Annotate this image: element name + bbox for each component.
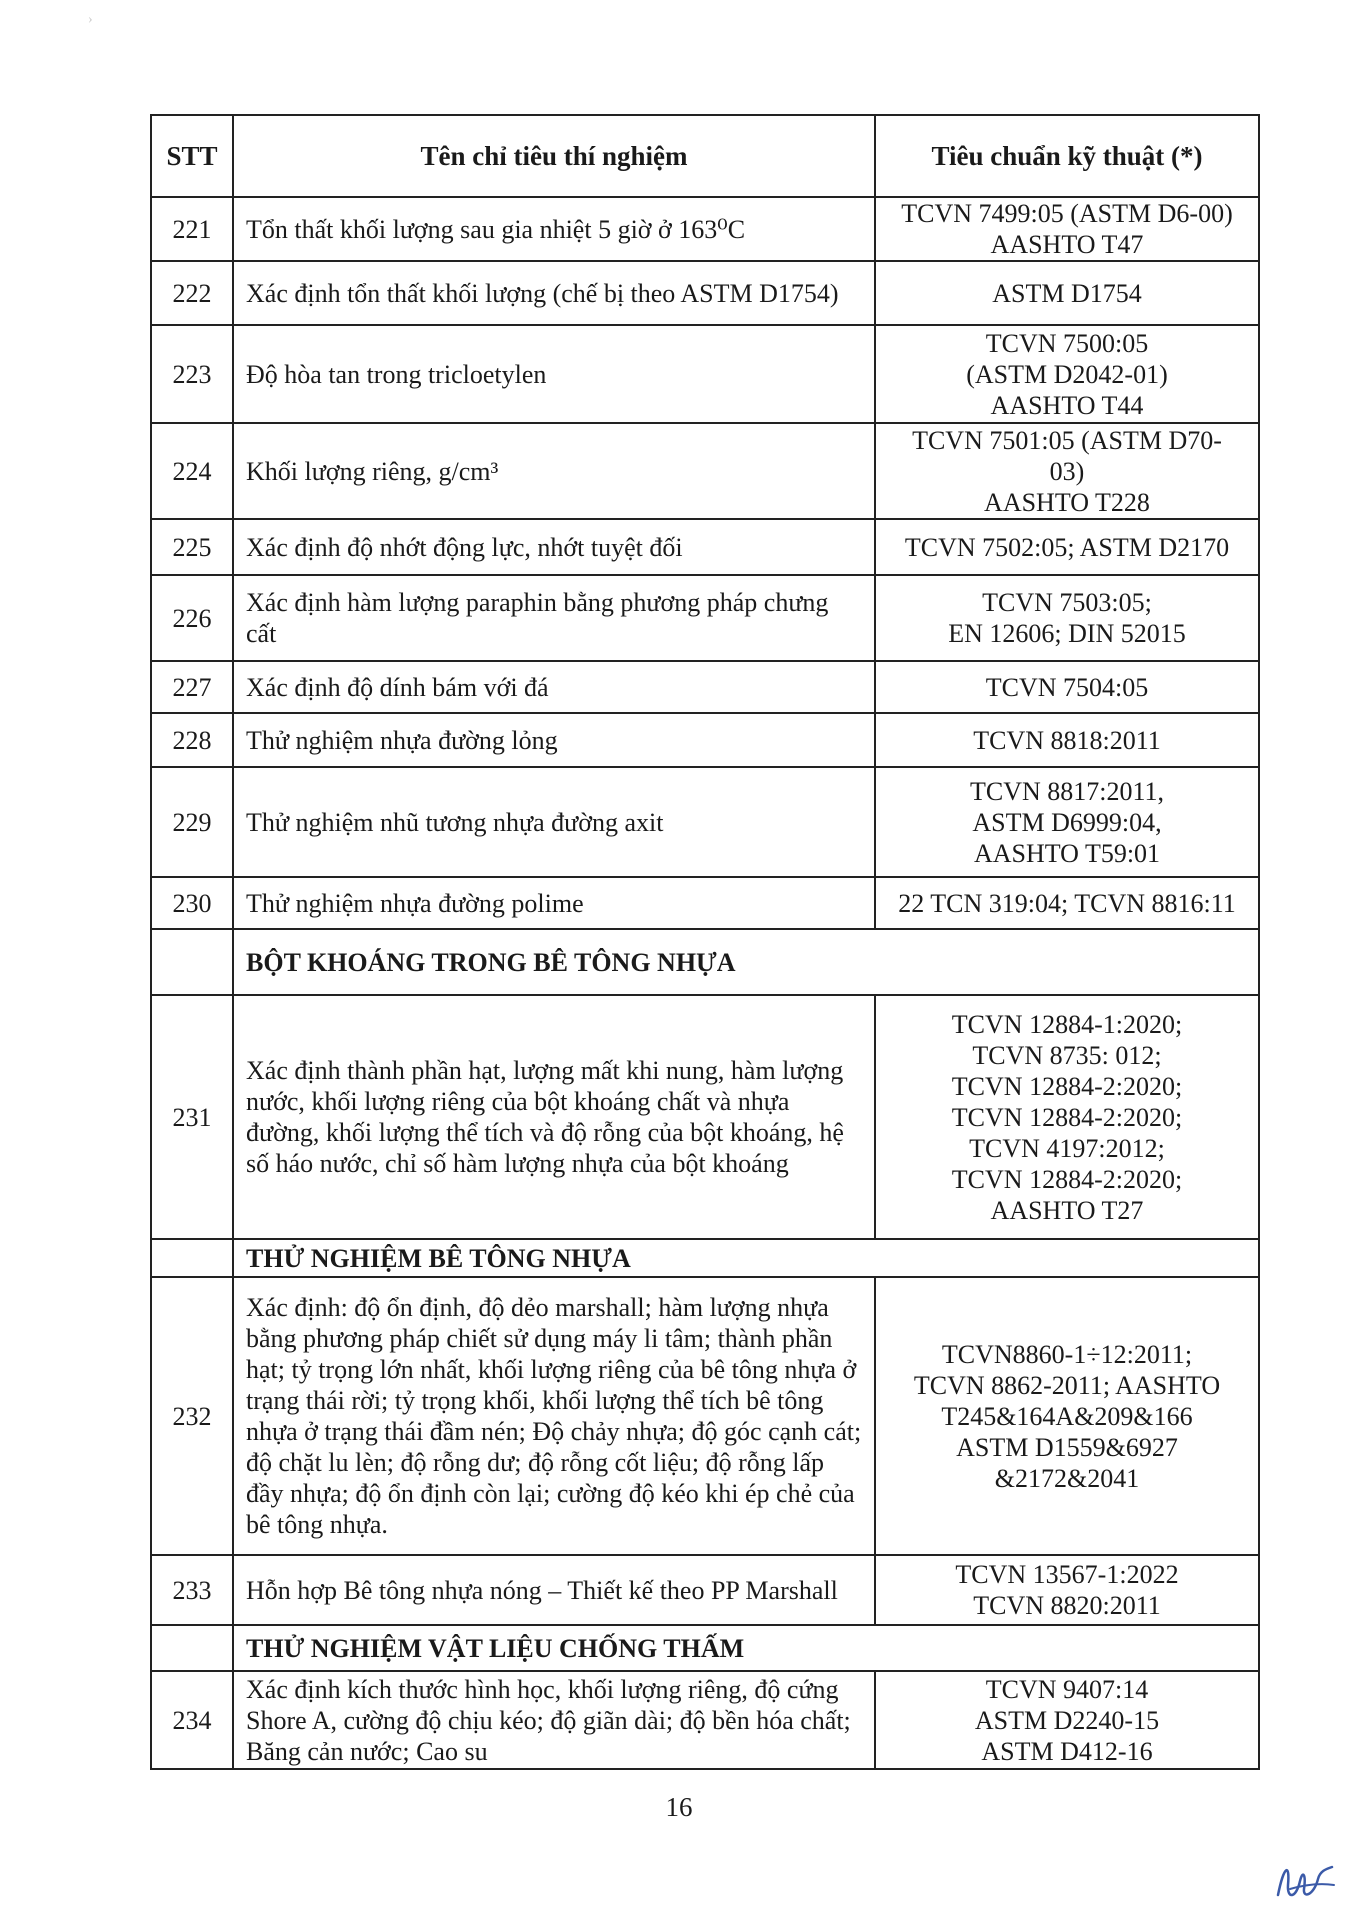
row-name: Thử nghiệm nhựa đường polime [233, 877, 875, 929]
row-name: Thử nghiệm nhựa đường lỏng [233, 713, 875, 767]
row-std: TCVN 8818:2011 [875, 713, 1259, 767]
row-std: ASTM D1754 [875, 261, 1259, 325]
table-row [151, 325, 1259, 423]
row-stt: 222 [151, 261, 233, 325]
scan-mark: › [88, 12, 93, 27]
section-row [151, 1625, 1259, 1671]
row-std: TCVN 7502:05; ASTM D2170 [875, 519, 1259, 575]
signature-mark [1270, 1855, 1340, 1911]
section-row [151, 1239, 1259, 1277]
row-stt: 234 [151, 1671, 233, 1769]
row-std: TCVN8860-1÷12:2011; TCVN 8862-2011; AASHTO T245&164A&209&166 ASTM D1559&6927 &2172&2041 [875, 1277, 1259, 1555]
row-name: Thử nghiệm nhũ tương nhựa đường axit [233, 767, 875, 877]
row-stt: 226 [151, 575, 233, 661]
section-row [151, 929, 1259, 995]
header-std: Tiêu chuẩn kỹ thuật (*) [875, 115, 1259, 197]
row-std: TCVN 8817:2011, ASTM D6999:04, AASHTO T59:01 [875, 767, 1259, 877]
row-stt: 224 [151, 423, 233, 519]
row-name: Xác định hàm lượng paraphin bằng phương pháp chưng cất [233, 575, 875, 661]
row-stt: 227 [151, 661, 233, 713]
row-std: TCVN 7501:05 (ASTM D70- 03) AASHTO T228 [875, 423, 1259, 519]
row-stt: 232 [151, 1277, 233, 1555]
header-stt: STT [151, 115, 233, 197]
table-row [151, 519, 1259, 575]
table-header-row [151, 115, 1259, 197]
page-number: 16 [665, 1792, 693, 1822]
table-row [151, 661, 1259, 713]
row-std: TCVN 9407:14 ASTM D2240-15 ASTM D412-16 [875, 1671, 1259, 1769]
row-stt: 229 [151, 767, 233, 877]
row-name: Xác định độ nhớt động lực, nhớt tuyệt đối [233, 519, 875, 575]
row-name: Xác định thành phần hạt, lượng mất khi nung, hàm lượng nước, khối lượng riêng của bột khoáng chất và nhựa đường, khối lượng thể tích và độ rỗng của bột khoáng, hệ số háo nước, chỉ số hàm lượng nhựa của bột khoáng [233, 995, 875, 1239]
section-heading: THỬ NGHIỆM VẬT LIỆU CHỐNG THẤM [233, 1625, 1259, 1671]
table-row [151, 767, 1259, 877]
row-stt: 233 [151, 1555, 233, 1625]
table-row [151, 197, 1259, 261]
row-std: TCVN 13567-1:2022 TCVN 8820:2011 [875, 1555, 1259, 1625]
row-name: Xác định độ dính bám với đá [233, 661, 875, 713]
table-row [151, 261, 1259, 325]
row-std: TCVN 7500:05 (ASTM D2042-01) AASHTO T44 [875, 325, 1259, 423]
section-heading: THỬ NGHIỆM BÊ TÔNG NHỰA [233, 1239, 1259, 1277]
row-name: Tổn thất khối lượng sau gia nhiệt 5 giờ ở 163⁰C [233, 197, 875, 261]
row-stt: 225 [151, 519, 233, 575]
table-row [151, 1671, 1259, 1769]
row-name: Hỗn hợp Bê tông nhựa nóng – Thiết kế theo PP Marshall [233, 1555, 875, 1625]
row-std: TCVN 7499:05 (ASTM D6-00) AASHTO T47 [875, 197, 1259, 261]
row-stt: 223 [151, 325, 233, 423]
table-row [151, 423, 1259, 519]
row-stt: 230 [151, 877, 233, 929]
table-row [151, 575, 1259, 661]
table-row [151, 995, 1259, 1239]
row-stt: 228 [151, 713, 233, 767]
row-stt: 221 [151, 197, 233, 261]
table-row [151, 1555, 1259, 1625]
row-std: TCVN 7503:05; EN 12606; DIN 52015 [875, 575, 1259, 661]
row-name: Xác định kích thước hình học, khối lượng riêng, độ cứng Shore A, cường độ chịu kéo; độ giãn dài; độ bền hóa chất; Băng cản nước; Cao su [233, 1671, 875, 1769]
row-name: Xác định tổn thất khối lượng (chế bị theo ASTM D1754) [233, 261, 875, 325]
row-std: TCVN 7504:05 [875, 661, 1259, 713]
section-heading: BỘT KHOÁNG TRONG BÊ TÔNG NHỰA [233, 929, 1259, 995]
row-name: Xác định: độ ổn định, độ dẻo marshall; hàm lượng nhựa bằng phương pháp chiết sử dụng máy li tâm; thành phần hạt; tỷ trọng lớn nhất, khối lượng riêng của bê tông nhựa ở trạng thái rời; tỷ trọng khối, khối lượng thể tích bê tông nhựa ở trạng thái đầm nén; Độ chảy nhựa; độ góc cạnh cát; độ chặt lu lèn; độ rỗng dư; độ rỗng cốt liệu; độ rỗng lấp đầy nhựa; độ ổn định còn lại; cường độ kéo khi ép chẻ của bê tông nhựa. [233, 1277, 875, 1555]
row-name: Khối lượng riêng, g/cm³ [233, 423, 875, 519]
row-std: TCVN 12884-1:2020; TCVN 8735: 012; TCVN 12884-2:2020; TCVN 12884-2:2020; TCVN 4197:2012; TCVN 12884-2:2020; AASHTO T27 [875, 995, 1259, 1239]
row-stt: 231 [151, 995, 233, 1239]
row-std: 22 TCN 319:04; TCVN 8816:11 [875, 877, 1259, 929]
row-name: Độ hòa tan trong tricloetylen [233, 325, 875, 423]
test-standards-table [150, 114, 1260, 1770]
table-row [151, 1277, 1259, 1555]
table-row [151, 877, 1259, 929]
table-row [151, 713, 1259, 767]
header-name: Tên chỉ tiêu thí nghiệm [233, 115, 875, 197]
